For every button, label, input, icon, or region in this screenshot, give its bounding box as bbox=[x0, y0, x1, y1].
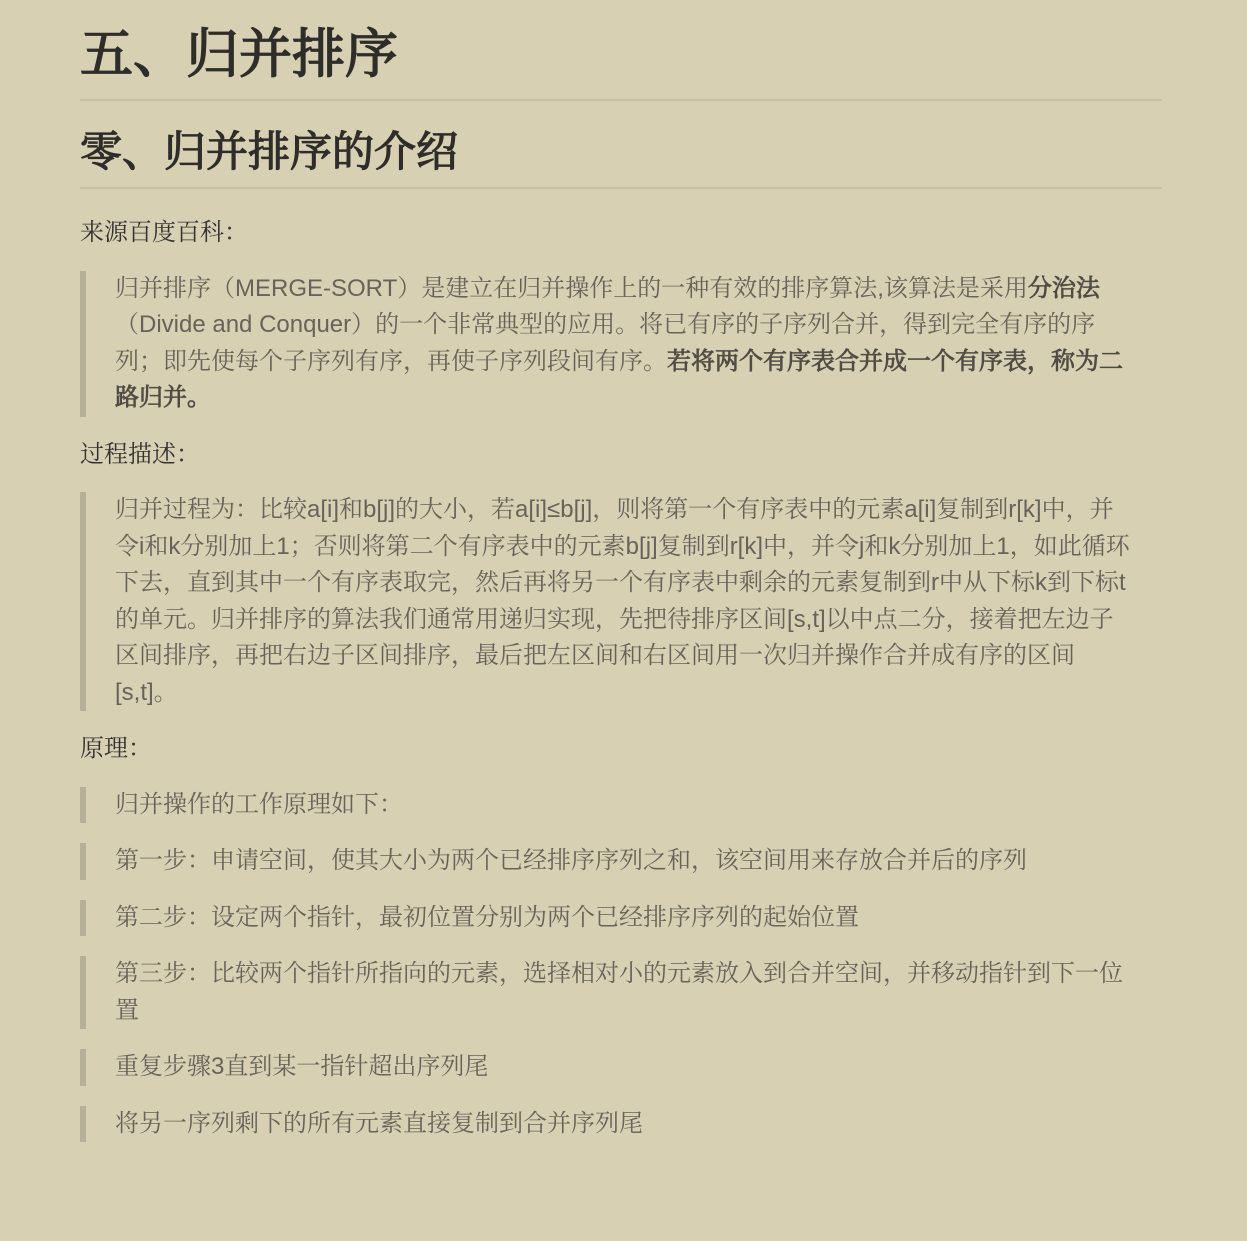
principle-step-intro: 归并操作的工作原理如下： bbox=[80, 787, 1162, 824]
intro-quote-bold-term: 分治法 bbox=[1027, 274, 1100, 302]
intro-quote bbox=[80, 271, 1162, 417]
principle-step-1: 第一步：申请空间，使其大小为两个已经排序序列之和，该空间用来存放合并后的序列 bbox=[80, 843, 1162, 880]
principle-label: 原理： bbox=[80, 735, 152, 762]
principle-step-4: 重复步骤3直到某一指针超出序列尾 bbox=[80, 1049, 1162, 1086]
section-heading: 零、归并排序的介绍 bbox=[80, 127, 1162, 189]
intro-quote-text-2: （Divide and Conquer）的一个非常典型的应用。将已有序的子序列合并，得到完全有序的序列；即先使每个子序列有序，再使子序列段间有序。 bbox=[115, 311, 1096, 375]
source-label: 来源百度百科： bbox=[80, 219, 248, 246]
intro-quote-bold-definition: 若将两个有序表合并成一个有序表，称为二路归并。 bbox=[115, 347, 1123, 411]
principle-step-2: 第二步：设定两个指针，最初位置分别为两个已经排序序列的起始位置 bbox=[80, 900, 1162, 937]
process-label: 过程描述： bbox=[80, 440, 200, 468]
process-quote: 归并过程为：比较a[i]和b[j]的大小，若a[i]≤b[j]，则将第一个有序表中的元素a[i]复制到r[k]中，并令i和k分别加上1；否则将第二个有序表中的元素b[j]复制到r[k]中，并令j和k分别加上1，如此循环下去，直到其中一个有序表取完，然后再将另一个有序表中剩余的元素复制到r中从下标k到下标t的单元。归并排序的算法我们通常用递归实现，先把待排序区间[s,t]以中点二分，接着把左边子区间排序，再把右边子区间排序，最后把左区间和右区间用一次归并操作合并成有序的区间[s,t]。 bbox=[80, 492, 1162, 711]
principle-step-5: 将另一序列剩下的所有元素直接复制到合并序列尾 bbox=[80, 1106, 1162, 1143]
page-title: 五、归并排序 bbox=[80, 23, 1162, 101]
principle-step-3: 第三步：比较两个指针所指向的元素，选择相对小的元素放入到合并空间，并移动指针到下一位置 bbox=[80, 956, 1162, 1029]
intro-quote-text-1: 归并排序（MERGE-SORT）是建立在归并操作上的一种有效的排序算法,该算法是采用 bbox=[115, 274, 1028, 302]
